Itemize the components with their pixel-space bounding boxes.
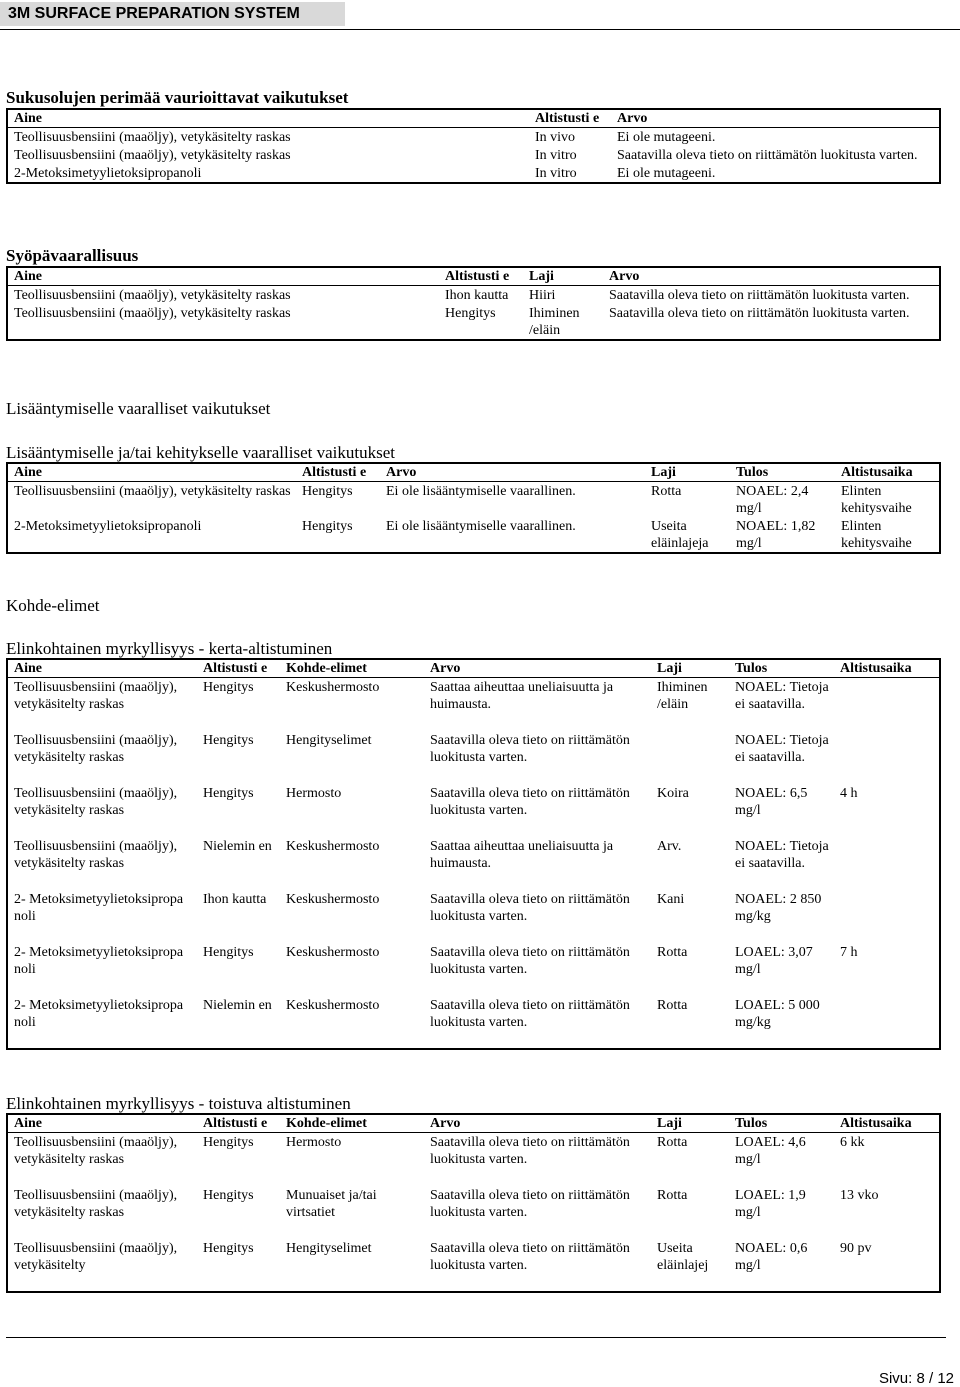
table-cell: 6 kk: [840, 1135, 865, 1150]
table-cell: Saatavilla oleva tieto on riittämätön luokitusta varten.: [617, 148, 918, 163]
document-header: [0, 0, 960, 30]
table-cell: Hengitys: [203, 1187, 254, 1203]
table-cell: Koira: [657, 785, 689, 801]
repro-table: [6, 462, 941, 554]
header-cell: Aine: [7, 463, 296, 482]
table-cell: Elinten kehitysvaihe: [841, 484, 912, 516]
table-cell: NOAEL: Tietoja ei saatavilla.: [735, 680, 829, 712]
header-cell: Kohde-elimet: [280, 659, 424, 678]
carcino-title: Syöpävaarallisuus: [6, 246, 139, 265]
table-row: [7, 678, 940, 731]
table-header-row: [7, 463, 940, 482]
header-cell: Altistusti e: [296, 463, 380, 482]
table-cell: Useita eläinlajeja: [651, 519, 709, 551]
table-row: [7, 164, 940, 183]
table-cell: Nielemin en: [203, 997, 272, 1013]
table-cell: Elinten kehitysvaihe: [841, 519, 912, 551]
table-row: [7, 128, 940, 147]
table-cell: Hengitys: [203, 944, 254, 960]
table-cell: 4 h: [840, 785, 858, 801]
table-cell: 2- Metoksimetyylietoksipropa noli: [14, 944, 184, 977]
table-header-row: [7, 659, 940, 678]
table-row: [7, 731, 940, 784]
table-cell: NOAEL: 6,5 mg/l: [735, 785, 808, 818]
table-cell: Ei ole lisääntymiselle vaarallinen.: [386, 519, 576, 534]
table-cell: Teollisuusbensiini (maaöljy), vetykäsitelty raskas: [14, 288, 291, 303]
table-cell: Saatavilla oleva tieto on riittämätön luokitusta varten.: [609, 306, 910, 321]
table-cell: Saatavilla oleva tieto on riittämätön luokitusta varten.: [430, 785, 630, 818]
table-cell: [834, 837, 940, 890]
table-cell: [834, 890, 940, 943]
table-row: [7, 837, 940, 890]
table-cell: Keskushermosto: [286, 680, 380, 695]
table-row: [7, 286, 940, 305]
table-cell: Ei ole mutageeni.: [617, 166, 716, 181]
repro-title: Lisääntymiselle vaaralliset vaikutukset: [6, 399, 271, 418]
header-cell: Altistusti e: [439, 267, 523, 286]
table-cell: Hengitys: [445, 306, 496, 321]
table-cell: 2- Metoksimetyylietoksipropa noli: [14, 997, 184, 1030]
table-cell: Saattaa aiheuttaa uneliaisuutta ja huimausta.: [430, 838, 614, 871]
header-cell: Altistusti e: [197, 659, 280, 678]
table-cell: Arv.: [657, 838, 682, 854]
table-cell: Keskushermosto: [286, 944, 380, 960]
table-cell: Hengitys: [203, 785, 254, 801]
table-cell: NOAEL: 2,4 mg/l: [736, 484, 809, 516]
header-cell: Arvo: [611, 109, 940, 128]
table-cell: [834, 731, 940, 784]
table-cell: Useita eläinlajej: [657, 1240, 709, 1273]
table-cell: Saatavilla oleva tieto on riittämätön luokitusta varten.: [430, 1240, 630, 1273]
table-cell: 2-Metoksimetyylietoksipropanoli: [14, 519, 202, 534]
header-cell: Tulos: [729, 659, 834, 678]
table-cell: In vitro: [535, 166, 577, 181]
table-row: [7, 943, 940, 996]
table-row: [7, 146, 940, 164]
header-cell: Aine: [7, 109, 529, 128]
header-cell: Altistusaika: [834, 659, 940, 678]
table-cell: Keskushermosto: [286, 891, 380, 907]
table-cell: Hermosto: [286, 1135, 342, 1150]
table-cell: Saatavilla oleva tieto on riittämätön luokitusta varten.: [430, 891, 630, 924]
target-title: Kohde-elimet: [6, 596, 100, 615]
header-cell: Altistusaika: [835, 463, 940, 482]
table-row: [7, 1186, 940, 1239]
table-cell: Rotta: [657, 1187, 688, 1203]
header-cell: Altistusti e: [197, 1114, 280, 1133]
table-cell: Rotta: [651, 484, 682, 499]
page-number: Sivu: 8 / 12: [878, 1370, 954, 1387]
header-cell: Arvo: [603, 267, 940, 286]
table-cell: [834, 678, 940, 731]
table-cell: LOAEL: 5 000 mg/kg: [735, 997, 820, 1030]
table-cell: Teollisuusbensiini (maaöljy), vetykäsitelty raskas: [14, 1187, 178, 1220]
footer-divider: [6, 1337, 946, 1338]
table-row: [7, 1239, 940, 1292]
table-cell: Saatavilla oleva tieto on riittämätön luokitusta varten.: [609, 288, 910, 303]
table-row: [7, 784, 940, 837]
table-cell: Saatavilla oleva tieto on riittämätön luokitusta varten.: [430, 732, 630, 765]
mutagen-table: [6, 108, 941, 184]
table-cell: Keskushermosto: [286, 997, 380, 1013]
table-row: [7, 890, 940, 943]
table-cell: NOAEL: Tietoja ei saatavilla.: [735, 732, 829, 765]
table-cell: Munuaiset ja/tai virtsatiet: [286, 1187, 377, 1220]
header-cell: Tulos: [730, 463, 835, 482]
table-cell: Ei ole lisääntymiselle vaarallinen.: [386, 484, 576, 499]
header-cell: Altistusti e: [529, 109, 611, 128]
header-cell: Arvo: [424, 1114, 651, 1133]
header-cell: Arvo: [424, 659, 651, 678]
table-cell: Saatavilla oleva tieto on riittämätön luokitusta varten.: [430, 997, 630, 1030]
table-cell: Teollisuusbensiini (maaöljy), vetykäsitelty raskas: [14, 1135, 178, 1167]
table-cell: Teollisuusbensiini (maaöljy), vetykäsitelty raskas: [14, 306, 291, 321]
table-cell: In vitro: [535, 148, 577, 163]
table-cell: Teollisuusbensiini (maaöljy), vetykäsitelty raskas: [14, 130, 291, 145]
table-cell: Ihiminen /eläin: [657, 680, 708, 712]
table-cell: Hiiri: [529, 288, 556, 303]
table-cell: Ihiminen /eläin: [529, 306, 580, 338]
table-cell: 90 pv: [840, 1240, 872, 1256]
table-cell: Teollisuusbensiini (maaöljy), vetykäsitelty raskas: [14, 680, 178, 712]
table-cell: Saatavilla oleva tieto on riittämätön luokitusta varten.: [430, 1187, 630, 1220]
table-cell: 13 vko: [840, 1187, 879, 1203]
repro-subtitle: Lisääntymiselle ja/tai kehitykselle vaaralliset vaikutukset: [6, 443, 395, 462]
table-cell: Rotta: [657, 997, 688, 1013]
carcino-table: [6, 266, 941, 341]
header-cell: Altistusaika: [834, 1114, 940, 1133]
header-cell: Tulos: [729, 1114, 834, 1133]
table-row: [7, 482, 940, 518]
table-cell: 2- Metoksimetyylietoksipropa noli: [14, 891, 184, 924]
header-cell: Laji: [651, 1114, 729, 1133]
table-row: [7, 517, 940, 553]
table-cell: Saattaa aiheuttaa uneliaisuutta ja huimausta.: [430, 680, 614, 712]
table-row: [7, 304, 940, 340]
repeated-exposure-title: Elinkohtainen myrkyllisyys - toistuva altistuminen: [6, 1094, 351, 1113]
header-cell: Aine: [7, 267, 439, 286]
table-cell: Teollisuusbensiini (maaöljy), vetykäsitelty raskas: [14, 732, 178, 765]
table-cell: Keskushermosto: [286, 838, 380, 854]
table-cell: Nielemin en: [203, 838, 272, 854]
table-cell: LOAEL: 3,07 mg/l: [735, 944, 813, 977]
table-cell: Ihon kautta: [203, 891, 267, 907]
table-cell: Hermosto: [286, 785, 342, 801]
table-cell: Teollisuusbensiini (maaöljy), vetykäsitelty raskas: [14, 148, 291, 163]
header-cell: Laji: [645, 463, 730, 482]
table-cell: 2-Metoksimetyylietoksipropanoli: [14, 166, 202, 181]
table-cell: Ihon kautta: [445, 288, 509, 303]
table-cell: NOAEL: 0,6 mg/l: [735, 1240, 808, 1273]
table-cell: In vivo: [535, 130, 576, 145]
table-cell: NOAEL: 1,82 mg/l: [736, 519, 816, 551]
table-cell: [651, 731, 729, 784]
table-cell: [834, 996, 940, 1049]
header-cell: Aine: [7, 1114, 197, 1133]
table-header-row: [7, 109, 940, 128]
table-cell: Saatavilla oleva tieto on riittämätön luokitusta varten.: [430, 1135, 630, 1167]
table-row: [7, 996, 940, 1049]
table-cell: Kani: [657, 891, 685, 907]
table-cell: 7 h: [840, 944, 858, 960]
table-cell: Hengityselimet: [286, 1240, 372, 1256]
document-title: 3M SURFACE PREPARATION SYSTEM: [0, 2, 345, 26]
table-cell: LOAEL: 1,9 mg/l: [735, 1187, 806, 1220]
header-cell: Laji: [523, 267, 603, 286]
table-cell: Teollisuusbensiini (maaöljy), vetykäsitelty raskas: [14, 484, 291, 499]
table-cell: Teollisuusbensiini (maaöljy), vetykäsitelty raskas: [14, 838, 178, 871]
table-cell: Rotta: [657, 944, 688, 960]
table-cell: NOAEL: Tietoja ei saatavilla.: [735, 838, 829, 871]
table-cell: LOAEL: 4,6 mg/l: [735, 1135, 806, 1167]
repeated-exposure-table: [6, 1113, 941, 1293]
table-cell: Rotta: [657, 1135, 688, 1150]
table-cell: Teollisuusbensiini (maaöljy), vetykäsitelty raskas: [14, 785, 178, 818]
table-cell: Teollisuusbensiini (maaöljy), vetykäsitelty: [14, 1240, 178, 1273]
mutagen-title: Sukusolujen perimää vaurioittavat vaikutukset: [6, 88, 349, 107]
table-header-row: [7, 267, 940, 286]
table-cell: Hengitys: [203, 1240, 254, 1256]
table-cell: Hengitys: [302, 519, 353, 534]
table-cell: Hengitys: [302, 484, 353, 499]
header-cell: Laji: [651, 659, 729, 678]
table-row: [7, 1133, 940, 1186]
header-cell: Aine: [7, 659, 197, 678]
table-header-row: [7, 1114, 940, 1133]
table-cell: NOAEL: 2 850 mg/kg: [735, 891, 822, 924]
table-cell: Hengityselimet: [286, 732, 372, 748]
single-exposure-title: Elinkohtainen myrkyllisyys - kerta-altistuminen: [6, 639, 333, 658]
header-cell: Kohde-elimet: [280, 1114, 424, 1133]
single-exposure-table: [6, 658, 941, 1050]
table-cell: Hengitys: [203, 732, 254, 748]
table-cell: Ei ole mutageeni.: [617, 130, 716, 145]
header-cell: Arvo: [380, 463, 645, 482]
table-cell: Hengitys: [203, 1135, 254, 1150]
table-cell: Hengitys: [203, 680, 254, 695]
table-cell: Saatavilla oleva tieto on riittämätön luokitusta varten.: [430, 944, 630, 977]
